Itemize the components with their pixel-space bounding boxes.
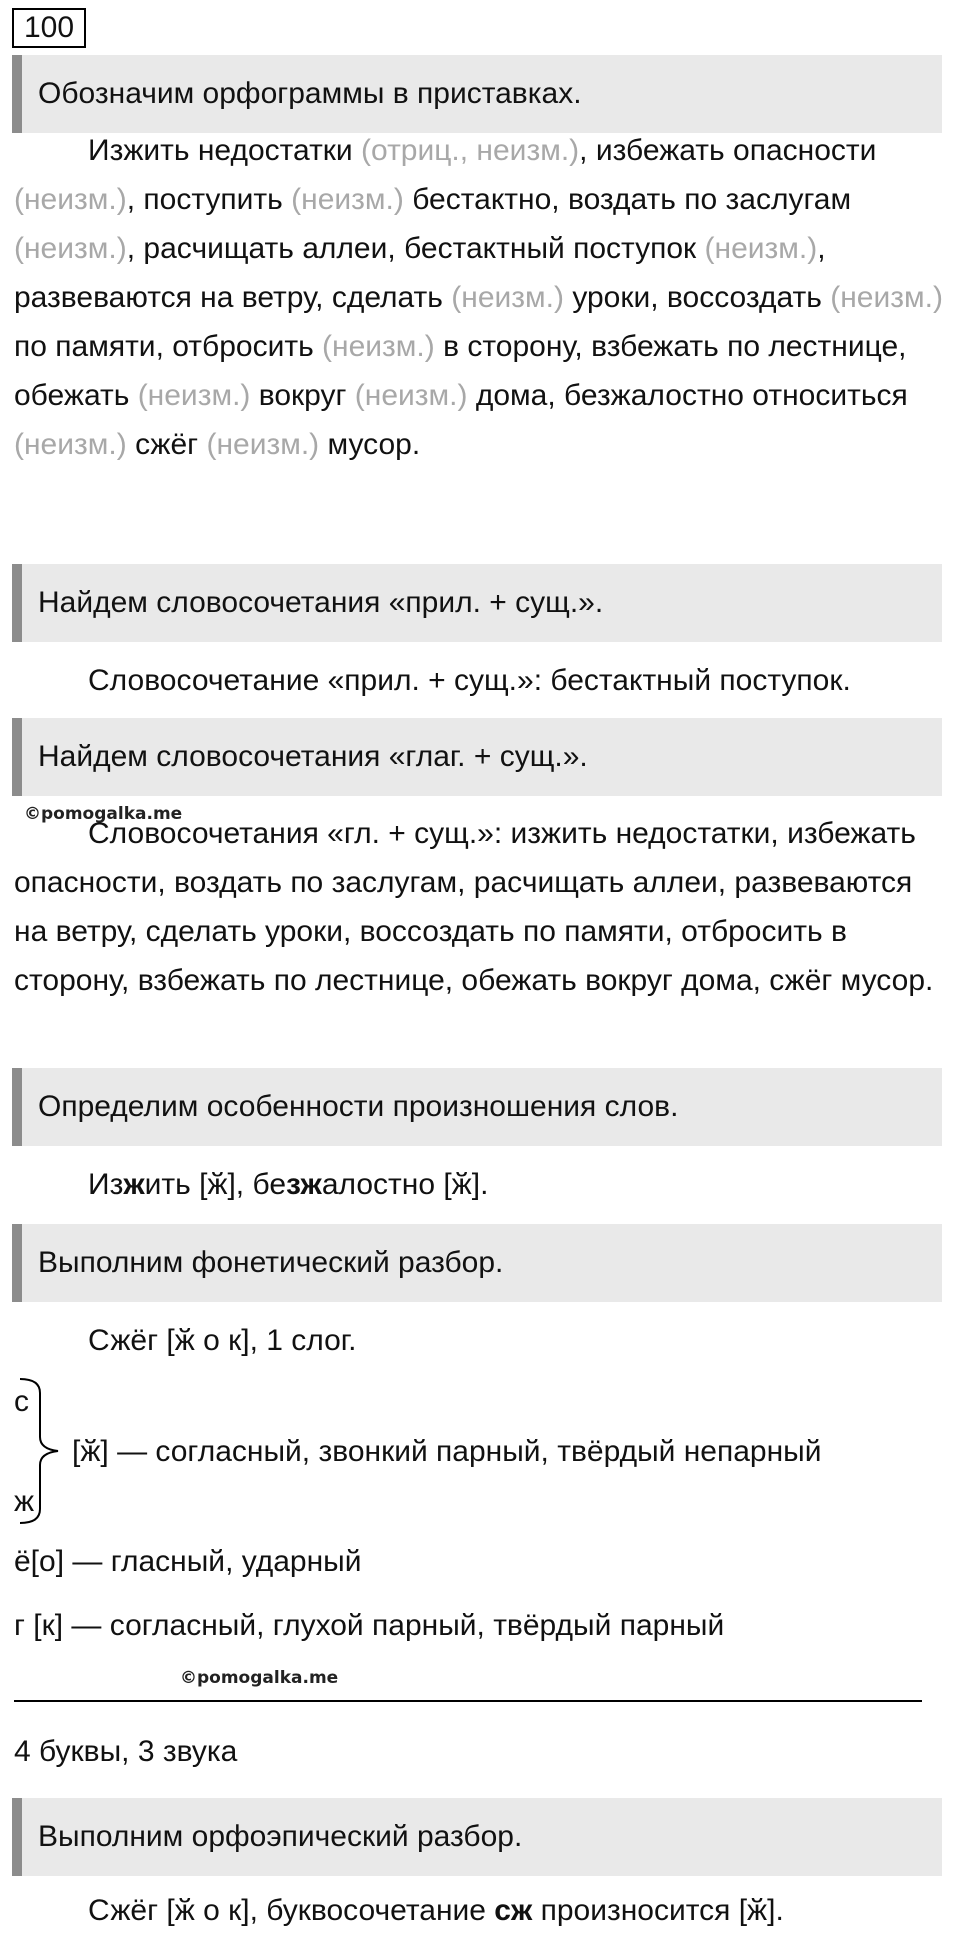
note: (неизм.) (354, 379, 468, 412)
g-line: г [к] — согласный, глухой парный, твёрдый парный (14, 1609, 725, 1642)
word: сделать (331, 281, 443, 314)
highlight: ж (123, 1168, 145, 1201)
word: взбежать по лестнице, (591, 330, 907, 363)
word: бестактный (404, 232, 565, 265)
word: бестактно, (412, 183, 560, 216)
section-title: Обозначим орфограммы в приставках. (38, 77, 582, 110)
watermark: ©pomogalka.me (24, 804, 183, 824)
word: поступок (573, 232, 697, 265)
word: по памяти, (14, 330, 164, 363)
word: относиться (752, 379, 908, 412)
task-number: 100 (12, 8, 86, 48)
word: поступить (143, 183, 283, 216)
punct: , (579, 134, 588, 167)
word: по заслугам (684, 183, 852, 216)
watermark: ©pomogalka.me (180, 1668, 339, 1688)
word: в (443, 330, 460, 363)
highlight: зж (286, 1168, 322, 1201)
section-title: Найдем словосочетания «прил. + сущ.». (38, 586, 604, 619)
note: (неизм.) (14, 428, 127, 461)
section-header-orthoepic (12, 1798, 942, 1876)
section-header-adj-noun (12, 564, 942, 642)
section-title: Определим особенности произношения слов. (38, 1090, 679, 1123)
note: (неизм.) (451, 281, 564, 314)
punct: , (126, 183, 136, 216)
word: сжёг (135, 428, 199, 461)
section-header-phonetic (12, 1224, 942, 1302)
brace-icon (20, 1377, 70, 1525)
punct: , (817, 232, 826, 265)
adj-noun-answer: Словосочетание «прил. + сущ.»: бестактный поступок. (88, 664, 851, 697)
section-title: Выполним орфоэпический разбор. (38, 1820, 523, 1853)
word: дома, (475, 379, 556, 412)
pronunciation-line (88, 1160, 960, 1209)
word: безжалостно (564, 379, 744, 412)
word: сторону, (467, 330, 583, 363)
summary: 4 буквы, 3 звука (14, 1735, 238, 1768)
word: опасности (733, 134, 877, 167)
word: развеваются на ветру, (14, 281, 324, 314)
note: (неизм.) (322, 330, 435, 363)
orthogram-paragraph (14, 126, 944, 469)
letter-s: с (14, 1385, 29, 1418)
word: воздать (567, 183, 676, 216)
word: расчищать аллеи, (143, 232, 396, 265)
text: Сжёг [ӂ о к], буквосочетание (88, 1894, 495, 1927)
word: мусор. (327, 428, 421, 461)
word: Изжить (88, 134, 190, 167)
note: (отриц., неизм.) (361, 134, 580, 167)
section-header-pronunciation (12, 1068, 942, 1146)
word: недостатки (197, 134, 353, 167)
highlight: сж (494, 1894, 533, 1927)
text: ить [ӂ], бе (144, 1168, 287, 1201)
text: Из (88, 1168, 124, 1201)
text: алостно [ӂ]. (321, 1168, 489, 1201)
note: (неизм.) (14, 232, 127, 265)
text: произносится [ӂ]. (532, 1894, 784, 1927)
section-title: Выполним фонетический разбор. (38, 1246, 504, 1279)
section-header-orthograms (12, 55, 942, 133)
yo-line: ё[о] — гласный, ударный (14, 1545, 362, 1578)
note: (неизм.) (830, 281, 943, 314)
note: (неизм.) (704, 232, 818, 265)
note: (неизм.) (206, 428, 320, 461)
word: избежать (595, 134, 725, 167)
note: (неизм.) (291, 183, 404, 216)
word: обежать (14, 379, 130, 412)
section-header-verb-noun (12, 718, 942, 796)
word: вокруг (258, 379, 347, 412)
word: уроки, (572, 281, 659, 314)
word: воссоздать (666, 281, 822, 314)
zh-description: [ӂ] — согласный, звонкий парный, твёрдый непарный (72, 1435, 822, 1468)
note: (неизм.) (137, 379, 251, 412)
section-title: Найдем словосочетания «глаг. + сущ.». (38, 740, 588, 773)
divider (14, 1700, 922, 1702)
punct: , (126, 232, 136, 265)
orthoepic-line (88, 1886, 960, 1935)
phonetic-word-line: Сжёг [ӂ о к], 1 слог. (88, 1324, 357, 1357)
word: отбросить (172, 330, 314, 363)
note: (неизм.) (14, 183, 127, 216)
letter-zh: ж (14, 1485, 35, 1518)
verb-noun-answer: Словосочетания «гл. + сущ.»: изжить недостатки, избежать опасности, воздать по заслугам, расчищать аллеи, развеваются на ветру, сделать уроки, воссоздать по памяти, отбросить в сторону, взбежать по лестнице, обежать вокруг дома, сжёг мусор. (14, 817, 934, 997)
